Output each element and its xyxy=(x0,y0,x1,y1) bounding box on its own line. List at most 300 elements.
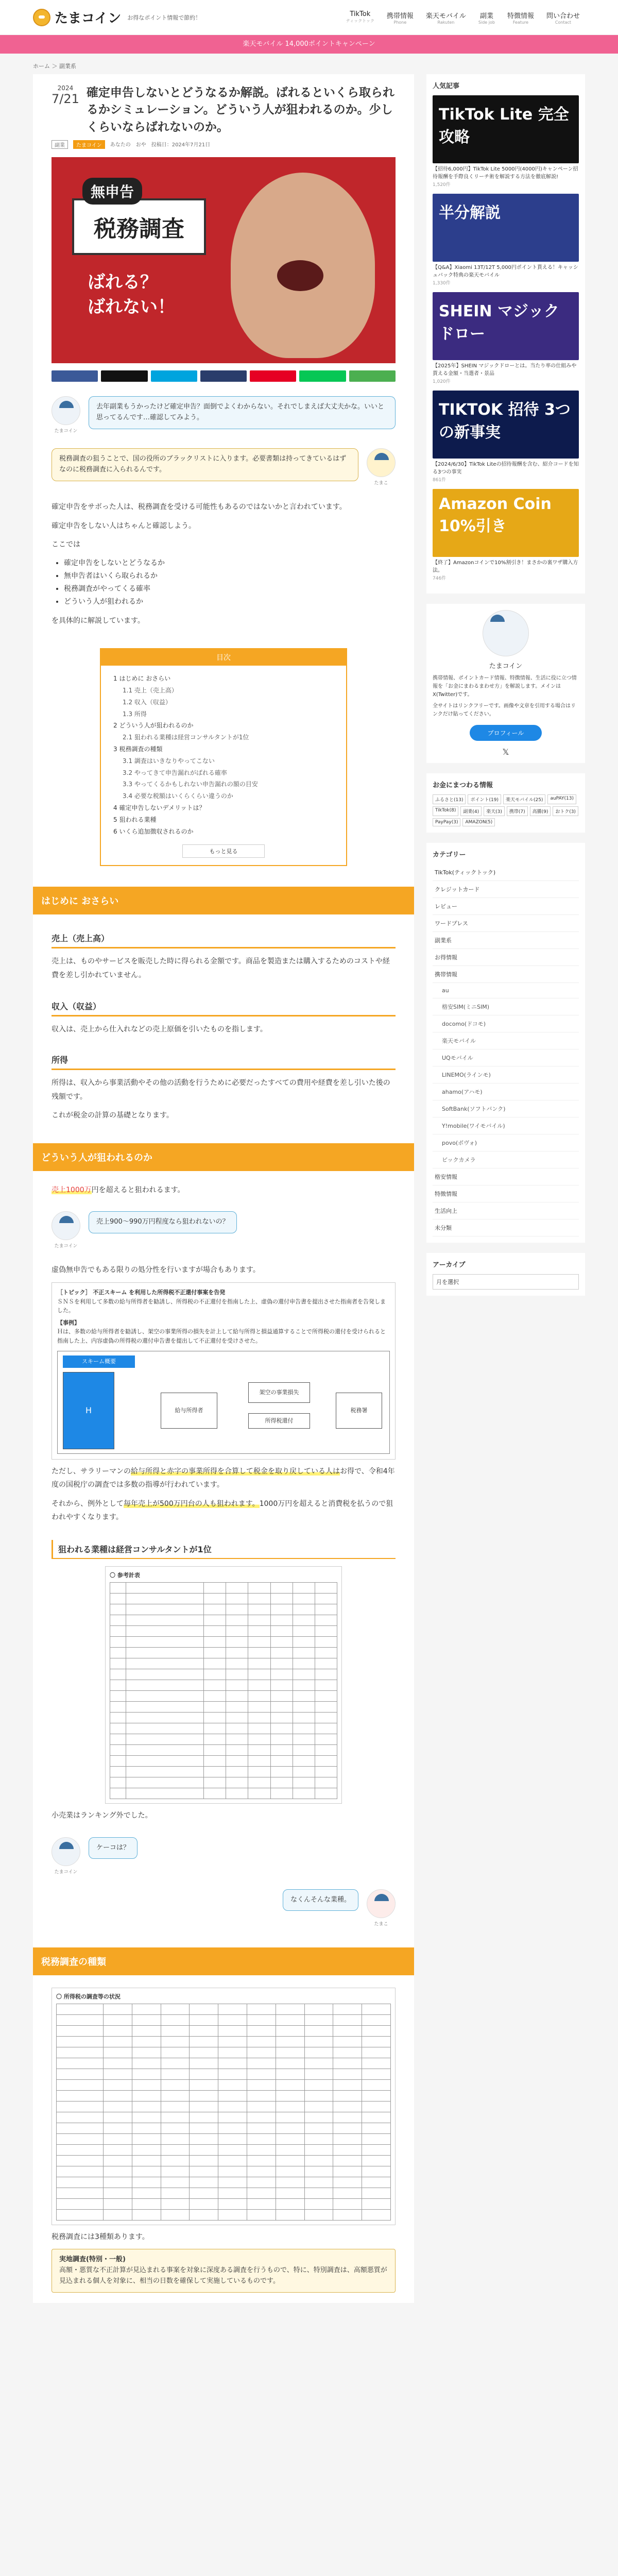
speech-row: なくんそんな業種。 たまこ xyxy=(52,1889,396,1927)
scheme-diagram: スキーム概要 H 給与所得者 架空の事業損失 税務署 所得税還付 xyxy=(57,1351,390,1454)
category-link[interactable]: povo(ポヴォ) xyxy=(433,1134,579,1151)
x-icon[interactable]: 𝕏 xyxy=(502,747,509,757)
table-cell xyxy=(362,2199,390,2209)
table-cell xyxy=(276,2026,304,2036)
popular-post[interactable] xyxy=(433,95,579,188)
popular-post[interactable] xyxy=(433,292,579,384)
table-cell xyxy=(126,1680,203,1690)
post-title[interactable]: 【終了】Amazonコインで10%割引き！まさかの裏ワザ購入方法。 xyxy=(433,560,578,573)
category-link[interactable]: docomo(ドコモ) xyxy=(433,1015,579,1032)
table-cell xyxy=(132,2004,161,2014)
table-cell xyxy=(218,2091,247,2101)
table-cell xyxy=(362,2026,390,2036)
table-cell xyxy=(362,2102,390,2112)
toc-item[interactable]: 2 どういう人が狙われるのか xyxy=(113,722,194,730)
table-cell xyxy=(204,1745,226,1755)
category-link[interactable]: au xyxy=(433,983,579,998)
table-cell xyxy=(276,2102,304,2112)
table-cell xyxy=(226,1788,248,1799)
toc-item[interactable]: 1.2 収入（収益） xyxy=(123,698,171,706)
tag-link[interactable]: auPAY(13) xyxy=(547,794,576,804)
table-cell xyxy=(132,2145,161,2155)
toc-item[interactable]: 1.3 所得 xyxy=(123,710,147,718)
table-cell xyxy=(226,1583,248,1593)
table-cell xyxy=(315,1648,337,1658)
profile-button[interactable]: プロフィール xyxy=(470,725,542,741)
x-share-button[interactable] xyxy=(101,370,147,382)
campaign-banner[interactable]: 楽天モバイル 14,000ポイントキャンペーン xyxy=(0,35,618,54)
table-cell xyxy=(190,2015,218,2025)
table-cell xyxy=(104,2156,132,2166)
category-link[interactable]: 生活向上 xyxy=(433,1202,579,1219)
table-cell xyxy=(161,2199,190,2209)
shocked-man-image xyxy=(231,173,375,358)
table-cell xyxy=(104,2177,132,2188)
table-cell xyxy=(293,1615,315,1625)
pocket-share-button[interactable] xyxy=(200,370,247,382)
table-cell xyxy=(190,2004,218,2014)
table-cell xyxy=(132,2112,161,2123)
table-cell xyxy=(362,2015,390,2025)
nav-item[interactable]: 問い合わせ Contact xyxy=(546,12,580,25)
toc-item[interactable]: 6 いくら追加徴収されるのか xyxy=(113,827,194,835)
category-link[interactable]: ビックカメラ xyxy=(433,1151,579,1168)
table-cell xyxy=(362,2037,390,2047)
category-link[interactable]: 携帯情報 xyxy=(433,966,579,983)
table-cell xyxy=(333,2004,362,2014)
tag-link[interactable]: ポイント(19) xyxy=(468,794,501,804)
category-link[interactable]: LINEMO(ラインモ) xyxy=(433,1066,579,1083)
table-cell xyxy=(57,2134,103,2144)
table-cell xyxy=(126,1669,203,1680)
table-cell xyxy=(271,1594,293,1604)
paragraph: 税務調査には3種類あります。 xyxy=(52,2232,149,2241)
table-cell xyxy=(132,2080,161,2090)
table-cell xyxy=(362,2058,390,2069)
table-cell xyxy=(362,2156,390,2166)
tag-link[interactable]: TikTok(8) xyxy=(433,806,458,816)
table-cell xyxy=(271,1658,293,1669)
table-cell xyxy=(271,1669,293,1680)
table-cell xyxy=(315,1658,337,1669)
table-cell xyxy=(247,2080,276,2090)
table-cell xyxy=(190,2145,218,2155)
table-cell xyxy=(161,2177,190,2188)
table-cell xyxy=(276,2145,304,2155)
post-title[interactable]: 【招待6,000円】TikTok Lite 5000円(4000円)キャンペーン招待報酬を手際良くリーチ術を解説する方法を徹底解説! xyxy=(433,166,578,180)
table-cell xyxy=(110,1713,126,1723)
table-cell xyxy=(57,2047,103,2058)
table-cell xyxy=(132,2188,161,2198)
post-thumbnail: 半分解説 xyxy=(433,194,579,262)
paragraph: ただし、サラリーマンの給与所得と赤字の事業所得を合算して税金を取り戻している人はお得で、令和4年度の国税庁の調査では多数の指導が行われています。 xyxy=(52,1467,395,1489)
table-cell xyxy=(271,1648,293,1658)
table-cell xyxy=(333,2145,362,2155)
table-cell xyxy=(276,2037,304,2047)
table-cell xyxy=(226,1594,248,1604)
paragraph: 所得は、収入から事業活動やその他の活動を行うために必要だったすべての費用や経費を差し引いた後の残額です。 xyxy=(52,1079,390,1101)
table-cell xyxy=(204,1788,226,1799)
table-cell xyxy=(161,2134,190,2144)
table-cell xyxy=(248,1648,270,1658)
table-cell xyxy=(247,2199,276,2209)
table-cell xyxy=(190,2112,218,2123)
table-cell xyxy=(57,2156,103,2166)
tag-link[interactable]: 高騰(9) xyxy=(530,806,551,816)
toc-item[interactable]: 3.3 やってくるかもしれない申告漏れの額の目安 xyxy=(123,781,258,788)
speech-row: たまコイン ケーコは？ xyxy=(52,1837,396,1875)
category-link[interactable]: UQモバイル xyxy=(433,1049,579,1066)
category-link[interactable]: SoftBank(ソフトバンク) xyxy=(433,1100,579,1117)
table-cell xyxy=(126,1583,203,1593)
table-cell xyxy=(247,2134,276,2144)
toc-item[interactable]: 5 狙われる業種 xyxy=(113,816,157,823)
table-cell xyxy=(218,2210,247,2220)
site-header xyxy=(0,0,618,35)
tag-link[interactable]: 副業(4) xyxy=(460,806,482,816)
table-cell xyxy=(315,1691,337,1701)
table-cell xyxy=(362,2080,390,2090)
category-link[interactable]: ワードプレス xyxy=(433,915,579,932)
table-cell xyxy=(247,2123,276,2133)
table-cell xyxy=(218,2112,247,2123)
table-cell xyxy=(104,2123,132,2133)
table-cell xyxy=(315,1615,337,1625)
table-cell xyxy=(126,1615,203,1625)
table-cell xyxy=(126,1745,203,1755)
table-cell xyxy=(110,1637,126,1647)
table-cell xyxy=(271,1583,293,1593)
table-cell xyxy=(126,1658,203,1669)
table-cell xyxy=(247,2210,276,2220)
tag-link[interactable]: AMAZON(5) xyxy=(462,818,495,826)
table-cell xyxy=(126,1702,203,1712)
table-cell xyxy=(57,2123,103,2133)
table-cell xyxy=(293,1669,315,1680)
table-cell xyxy=(305,2210,333,2220)
table-cell xyxy=(248,1745,270,1755)
speech-bubble: 売上900〜990万円程度なら狙われないの？ xyxy=(89,1211,237,1233)
table-cell xyxy=(218,2080,247,2090)
site-logo[interactable] xyxy=(33,8,121,27)
popular-post[interactable] xyxy=(433,391,579,483)
table-cell xyxy=(104,2134,132,2144)
table-cell xyxy=(218,2145,247,2155)
table-cell xyxy=(161,2026,190,2036)
table-cell xyxy=(248,1604,270,1615)
table-cell xyxy=(293,1680,315,1690)
table-cell xyxy=(104,2102,132,2112)
category-widget xyxy=(426,843,585,1243)
table-cell xyxy=(333,2058,362,2069)
table-cell xyxy=(204,1767,226,1777)
table-cell xyxy=(293,1691,315,1701)
table-cell xyxy=(315,1583,337,1593)
table-cell xyxy=(161,2004,190,2014)
table-cell xyxy=(305,2015,333,2025)
post-title[interactable]: 【2024/6/30】TikTok Liteの招待報酬を含む、紹介コードを知る3つの事実 xyxy=(433,462,579,475)
table-cell xyxy=(57,2102,103,2112)
table-cell xyxy=(57,2177,103,2188)
tag-link[interactable]: おトク(3) xyxy=(553,806,578,816)
toc-item[interactable]: 3 税務調査の種類 xyxy=(113,745,163,753)
table-cell xyxy=(110,1745,126,1755)
table-cell xyxy=(293,1637,315,1647)
table-cell xyxy=(132,2210,161,2220)
hero-label: 無申告 xyxy=(82,178,142,205)
paragraph: ここでは xyxy=(52,540,80,549)
table-cell xyxy=(57,2026,103,2036)
table-cell xyxy=(305,2080,333,2090)
tag-link[interactable]: 楽天(3) xyxy=(484,806,505,816)
paragraph: 売上1000万円を超えると狙われるます。 xyxy=(52,1185,185,1194)
table-cell xyxy=(362,2047,390,2058)
table-cell xyxy=(247,2058,276,2069)
table-cell xyxy=(190,2123,218,2133)
table-cell xyxy=(362,2004,390,2014)
table-cell xyxy=(126,1691,203,1701)
table-cell xyxy=(315,1669,337,1680)
nav-item[interactable]: 副業 Side job xyxy=(478,12,495,25)
table-cell xyxy=(204,1583,226,1593)
table-cell xyxy=(57,2210,103,2220)
table-cell xyxy=(132,2037,161,2047)
table-cell xyxy=(190,2037,218,2047)
speech-row: たまコイン 売上900〜990万円程度なら狙われないの？ xyxy=(52,1211,396,1249)
tag-link[interactable]: 楽天モバイル(25) xyxy=(503,794,545,804)
tag-link[interactable]: PayPay(3) xyxy=(433,818,460,826)
table-cell xyxy=(293,1626,315,1636)
table-cell xyxy=(271,1788,293,1799)
table-cell xyxy=(126,1594,203,1604)
table-cell xyxy=(315,1788,337,1799)
popular-post[interactable] xyxy=(433,194,579,286)
table-cell xyxy=(161,2112,190,2123)
table-cell xyxy=(271,1713,293,1723)
nav-item[interactable]: 特徴情報 Feature xyxy=(507,12,534,25)
table-cell xyxy=(362,2123,390,2133)
table-cell xyxy=(305,2004,333,2014)
toc-item[interactable]: 3.1 調査はいきなりやってこない xyxy=(123,757,215,765)
table-cell xyxy=(204,1648,226,1658)
subsection-heading: 収入（収益） xyxy=(52,997,396,1016)
table-cell xyxy=(110,1691,126,1701)
popular-post[interactable] xyxy=(433,489,579,581)
table-cell xyxy=(271,1615,293,1625)
post-views: 1,020件 xyxy=(433,379,451,384)
category-link[interactable]: 副業系 xyxy=(433,932,579,949)
table-cell xyxy=(293,1756,315,1766)
facebook-share-button[interactable] xyxy=(52,370,98,382)
table-cell xyxy=(333,2102,362,2112)
table-cell xyxy=(132,2199,161,2209)
table-cell xyxy=(204,1637,226,1647)
table-cell xyxy=(305,2069,333,2079)
breadcrumb[interactable]: ホーム ＞ 副業系 xyxy=(33,63,76,70)
table-cell xyxy=(333,2210,362,2220)
table-cell xyxy=(305,2199,333,2209)
share-bar xyxy=(52,370,396,382)
table-cell xyxy=(190,2102,218,2112)
category-link[interactable]: 格安情報 xyxy=(433,1168,579,1185)
table-cell xyxy=(276,2047,304,2058)
line-share-button[interactable] xyxy=(299,370,346,382)
table-cell xyxy=(226,1745,248,1755)
table-cell xyxy=(132,2177,161,2188)
table-cell xyxy=(161,2210,190,2220)
table-cell xyxy=(247,2015,276,2025)
table-cell xyxy=(247,2156,276,2166)
table-cell xyxy=(110,1767,126,1777)
category-link[interactable]: 未分類 xyxy=(433,1219,579,1236)
table-cell xyxy=(248,1637,270,1647)
toc-item[interactable]: 4 確定申告しないデメリットは？ xyxy=(113,804,205,811)
pinterest-share-button[interactable] xyxy=(250,370,296,382)
paragraph: これが税金の計算の基礎となります。 xyxy=(52,1111,174,1120)
category-tag[interactable]: 副業 xyxy=(52,140,68,149)
table-cell xyxy=(315,1723,337,1734)
category-link[interactable]: 特徴情報 xyxy=(433,1185,579,1202)
table-cell xyxy=(218,2177,247,2188)
table-cell xyxy=(104,2080,132,2090)
table-cell xyxy=(276,2156,304,2166)
table-cell xyxy=(104,2210,132,2220)
post-date: 2024 7/21 xyxy=(52,84,79,106)
main-nav xyxy=(341,10,585,25)
table-cell xyxy=(362,2112,390,2123)
table-cell xyxy=(190,2199,218,2209)
post-title[interactable]: 【2025年】SHEIN マジックドローとは。当たり率の仕組みや貰える金額・当選者・景品 xyxy=(433,363,577,377)
speech-bubble: 税務調査の狙うことで、国の役所のブラックリストに入ります。必要書類は持ってきているはずなのに税務調査に入られるんです。 xyxy=(52,448,358,481)
table-cell xyxy=(218,2069,247,2079)
table-cell xyxy=(315,1767,337,1777)
table-cell xyxy=(305,2123,333,2133)
table-cell xyxy=(218,2004,247,2014)
category-link[interactable]: TikTok(ティックトック) xyxy=(433,864,579,881)
table-cell xyxy=(126,1713,203,1723)
table-cell xyxy=(247,2177,276,2188)
toc-item[interactable]: 2.1 狙われる業種は経営コンサルタントが1位 xyxy=(123,734,249,741)
table-cell xyxy=(333,2026,362,2036)
table-cell xyxy=(126,1626,203,1636)
table-cell xyxy=(276,2188,304,2198)
tag-link[interactable]: ふるさと(13) xyxy=(433,794,466,804)
copy-share-button[interactable] xyxy=(349,370,396,382)
table-cell xyxy=(218,2188,247,2198)
table-cell xyxy=(248,1767,270,1777)
table-cell xyxy=(248,1702,270,1712)
table-cell xyxy=(315,1594,337,1604)
table-cell xyxy=(110,1658,126,1669)
table-cell xyxy=(271,1637,293,1647)
table-cell xyxy=(132,2069,161,2079)
table-cell xyxy=(190,2156,218,2166)
table-cell xyxy=(57,2112,103,2123)
table-cell xyxy=(204,1691,226,1701)
hatena-share-button[interactable] xyxy=(151,370,197,382)
table-cell xyxy=(315,1680,337,1690)
table-cell xyxy=(226,1604,248,1615)
speech-row: たまコイン 去年副業もうかったけど確定申告？面倒でよくわからない。それでしまえば大丈夫かな。いいと思ってるんです…確認してみよう。 xyxy=(52,396,396,434)
table-cell xyxy=(104,2026,132,2036)
nav-item[interactable]: 携帯情報 Phone xyxy=(386,12,414,25)
toc-item[interactable]: 3.4 必要な税額はいくらくらい違うのか xyxy=(123,792,233,800)
toc-item[interactable]: 1.1 売上（売上高） xyxy=(123,686,178,694)
category-link[interactable]: クレジットカード xyxy=(433,881,579,898)
toc-more-button[interactable]: もっと見る xyxy=(182,844,265,858)
table-cell xyxy=(333,2091,362,2101)
profile-avatar xyxy=(483,610,529,656)
table-cell xyxy=(161,2069,190,2079)
category-link[interactable]: Y!mobile(ワイモバイル) xyxy=(433,1117,579,1134)
table-cell xyxy=(190,2210,218,2220)
tagline: お得なポイント情報で節約！ xyxy=(127,14,201,21)
table-cell xyxy=(333,2112,362,2123)
table-cell xyxy=(276,2080,304,2090)
post-thumbnail: Amazon Coin 10%引き xyxy=(433,489,579,557)
table-cell xyxy=(226,1648,248,1658)
table-cell xyxy=(293,1702,315,1712)
category-link[interactable]: ahamo(アハモ) xyxy=(433,1083,579,1100)
table-cell xyxy=(293,1658,315,1669)
table-cell xyxy=(190,2058,218,2069)
table-cell xyxy=(271,1777,293,1788)
table-cell xyxy=(333,2199,362,2209)
table-cell xyxy=(204,1734,226,1744)
table-cell xyxy=(57,2037,103,2047)
avatar xyxy=(52,1837,80,1866)
table-cell xyxy=(161,2015,190,2025)
table-cell xyxy=(226,1669,248,1680)
table-cell xyxy=(271,1745,293,1755)
table-cell xyxy=(293,1723,315,1734)
tag-widget xyxy=(426,773,585,833)
table-cell xyxy=(110,1702,126,1712)
table-cell xyxy=(305,2177,333,2188)
table-cell xyxy=(362,2188,390,2198)
archive-select[interactable]: 月を選択 xyxy=(433,1274,579,1290)
paragraph: 確定申告をサボった人は、税務調査を受ける可能性もあるのではないかと言われています。 xyxy=(52,503,347,512)
tag-link[interactable]: 携帯(7) xyxy=(507,806,528,816)
nav-item[interactable]: 楽天モバイル Rakuten xyxy=(425,12,466,25)
category-link[interactable]: 格安SIM(ミニSIM) xyxy=(433,998,579,1015)
table-cell xyxy=(248,1756,270,1766)
post-title[interactable]: 【Q&A】Xiaomi 13T/12T 5,000円ポイント貰える！キャッシュバック特典の楽天モバイル xyxy=(433,265,578,278)
table-cell xyxy=(218,2156,247,2166)
author-tag[interactable]: たまコイン xyxy=(73,140,105,149)
category-link[interactable]: 楽天モバイル xyxy=(433,1032,579,1049)
hero-headline: 税務調査 xyxy=(72,198,206,255)
table-cell xyxy=(293,1734,315,1744)
post-views: 1,330件 xyxy=(433,281,451,286)
nav-item[interactable]: TikTok ティックトック xyxy=(346,10,374,23)
toc-item[interactable]: 1 はじめに おさらい xyxy=(113,675,171,683)
category-link[interactable]: お得情報 xyxy=(433,949,579,966)
table-cell xyxy=(333,2166,362,2177)
table-cell xyxy=(247,2145,276,2155)
table-cell xyxy=(110,1648,126,1658)
toc-item[interactable]: 3.2 やってきて申告漏れがばれる確率 xyxy=(123,769,227,776)
table-cell xyxy=(305,2166,333,2177)
table-cell xyxy=(218,2102,247,2112)
table-cell xyxy=(57,2015,103,2025)
speech-bubble: なくんそんな業種。 xyxy=(283,1889,358,1911)
table-cell xyxy=(204,1594,226,1604)
table-cell xyxy=(315,1604,337,1615)
category-link[interactable]: レビュー xyxy=(433,898,579,915)
table-cell xyxy=(132,2015,161,2025)
table-cell xyxy=(315,1734,337,1744)
